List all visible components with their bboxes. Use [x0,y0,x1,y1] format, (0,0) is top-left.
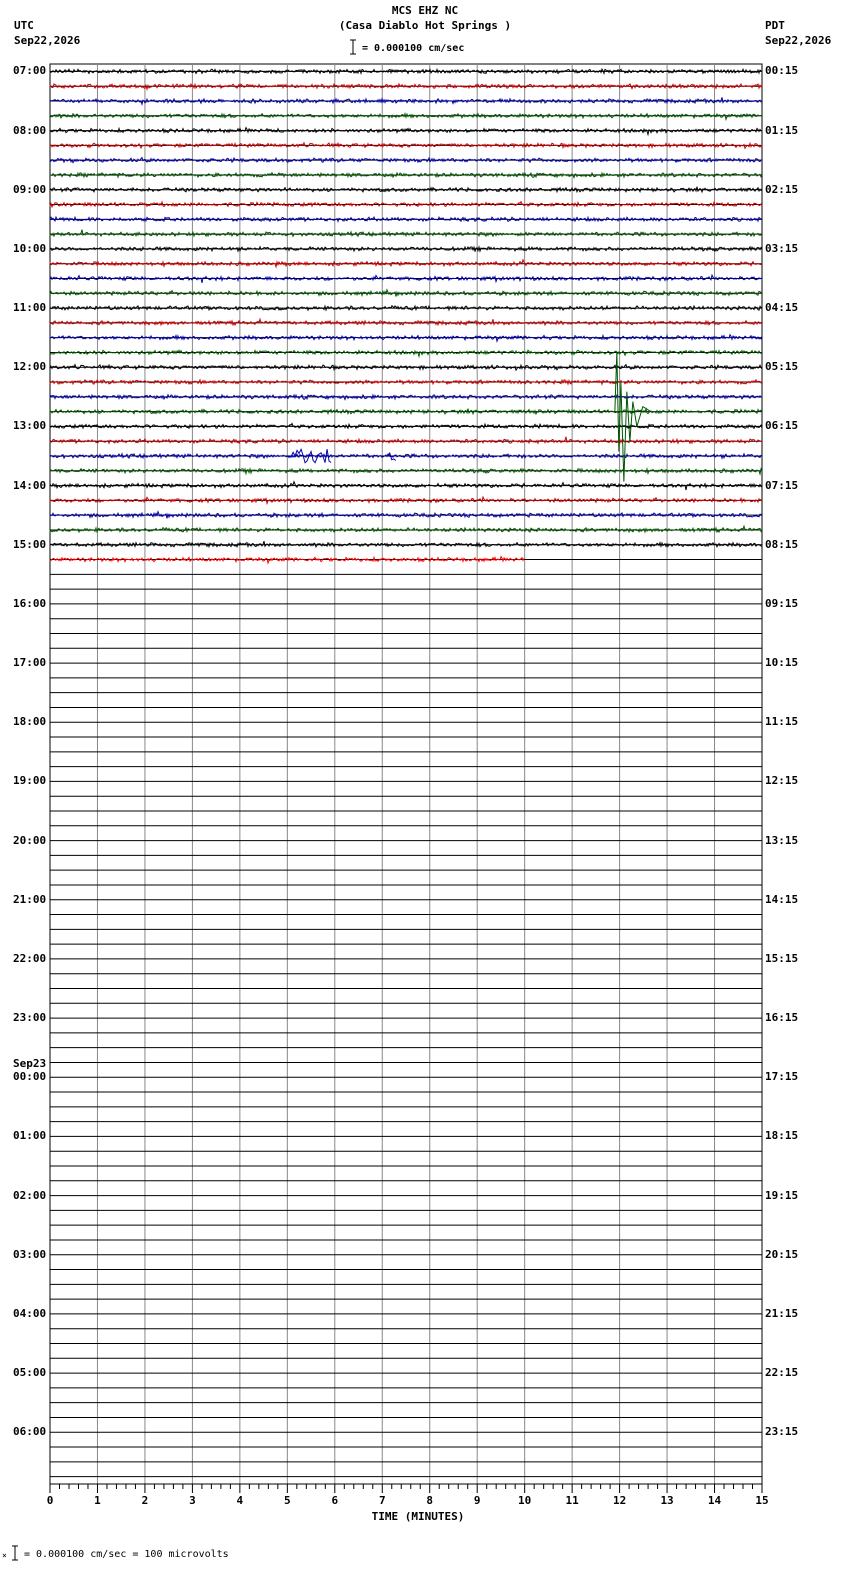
trace-row-19 [50,350,762,356]
trace-row-31 [50,526,762,532]
pdt-hour-label: 21:15 [765,1306,799,1320]
pdt-hour-label: 08:15 [765,537,799,551]
pdt-hour-label: 16:15 [765,1011,799,1025]
right-date: Sep22,2026 [765,34,832,47]
trace-row-22 [50,395,762,400]
scale-label: = 0.000100 cm/sec [362,43,465,54]
trace-row-17 [50,319,762,325]
utc-hour-label: 03:00 [13,1247,47,1261]
utc-hour-label: 10:00 [13,241,47,255]
pdt-hour-label: 05:15 [765,360,799,374]
footer-scale-note: = 0.000100 cm/sec = 100 microvolts [24,1549,229,1560]
utc-hour-label: 12:00 [13,360,47,374]
pdt-hour-label: 00:15 [765,64,799,78]
x-tick-label: 3 [189,1494,196,1507]
pdt-hour-label: 06:15 [765,419,799,433]
pdt-hour-label: 23:15 [765,1425,799,1439]
x-tick-label: 7 [378,1494,386,1507]
utc-hour-label: 06:00 [13,1425,47,1439]
pdt-hour-label: 11:15 [765,715,799,729]
station-title: MCS EHZ NC [391,4,459,17]
trace-row-14 [50,275,762,283]
pdt-hour-label: 07:15 [765,478,799,492]
pdt-hour-label: 13:15 [765,833,799,847]
event-mark-0 [615,352,651,482]
x-tick-label: 1 [94,1494,101,1507]
right-timezone: PDT [765,19,785,32]
pdt-hour-label: 19:15 [765,1188,799,1202]
pdt-hour-label: 04:15 [765,301,799,315]
footer-marker-icon: × [2,1551,7,1560]
utc-hour-label: 23:00 [13,1011,47,1025]
pdt-hour-label: 03:15 [765,241,799,255]
seismic-traces [50,69,762,563]
pdt-hour-label: 02:15 [765,182,799,196]
pdt-hour-label: 10:15 [765,656,799,670]
pdt-hour-label: 09:15 [765,596,799,610]
utc-hour-label: 01:00 [13,1129,47,1143]
utc-hour-label: 21:00 [13,892,47,906]
x-tick-label: 10 [518,1494,532,1507]
utc-hour-label: 11:00 [13,301,47,315]
trace-row-27 [50,469,762,474]
utc-hour-label: 02:00 [13,1188,47,1202]
utc-hour-label: 17:00 [13,656,47,670]
utc-hour-label: 09:00 [13,182,47,196]
footer-scale-bar-icon [12,1545,18,1565]
x-tick-label: 2 [141,1494,149,1507]
trace-row-11 [50,230,762,237]
utc-hour-label: 19:00 [13,774,47,788]
x-tick-label: 5 [284,1494,291,1507]
utc-hour-label: 07:00 [13,64,47,78]
trace-row-32 [50,541,762,547]
utc-hour-label: 04:00 [13,1306,47,1320]
utc-hour-label: 08:00 [13,123,47,137]
pdt-hour-label: 15:15 [765,951,799,965]
date-change-label: Sep23 [13,1057,47,1071]
station-location: (Casa Diablo Hot Springs ) [338,19,512,32]
utc-hour-label: 22:00 [13,951,47,965]
x-tick-label: 14 [707,1494,722,1507]
x-tick-label: 0 [46,1494,54,1507]
x-tick-label: 12 [612,1494,627,1507]
trace-row-1 [50,84,762,89]
x-tick-label: 9 [473,1494,481,1507]
pdt-hour-label: 12:15 [765,774,799,788]
x-tick-label: 6 [331,1494,339,1507]
pdt-hour-label: 20:15 [765,1247,799,1261]
pdt-hour-label: 22:15 [765,1366,799,1380]
utc-hour-label: 13:00 [13,419,47,433]
x-tick-label: 4 [236,1494,244,1507]
x-tick-label: 8 [426,1494,434,1507]
utc-hour-label: 18:00 [13,715,47,729]
utc-hour-label: 20:00 [13,833,47,847]
trace-row-6 [50,158,762,163]
pdt-hour-label: 01:15 [765,123,799,137]
x-axis-label: TIME (MINUTES) [371,1510,465,1523]
pdt-hour-label: 17:15 [765,1070,799,1084]
x-tick-label: 11 [565,1494,579,1507]
x-tick-label: 13 [660,1494,674,1507]
utc-hour-label: 14:00 [13,478,47,492]
trace-row-25 [50,437,762,443]
x-tick-label: 15 [755,1494,769,1507]
x-axis [47,1484,769,1507]
utc-hour-label: 05:00 [13,1366,47,1380]
trace-row-29 [50,497,762,503]
utc-hour-label: 00:00 [13,1070,47,1084]
pdt-hour-label: 14:15 [765,892,799,906]
pdt-hour-label: 18:15 [765,1129,799,1143]
left-date: Sep22,2026 [14,34,81,47]
left-timezone: UTC [14,19,34,32]
utc-hour-label: 15:00 [13,537,47,551]
utc-hour-label: 16:00 [13,596,47,610]
trace-row-3 [50,114,762,120]
